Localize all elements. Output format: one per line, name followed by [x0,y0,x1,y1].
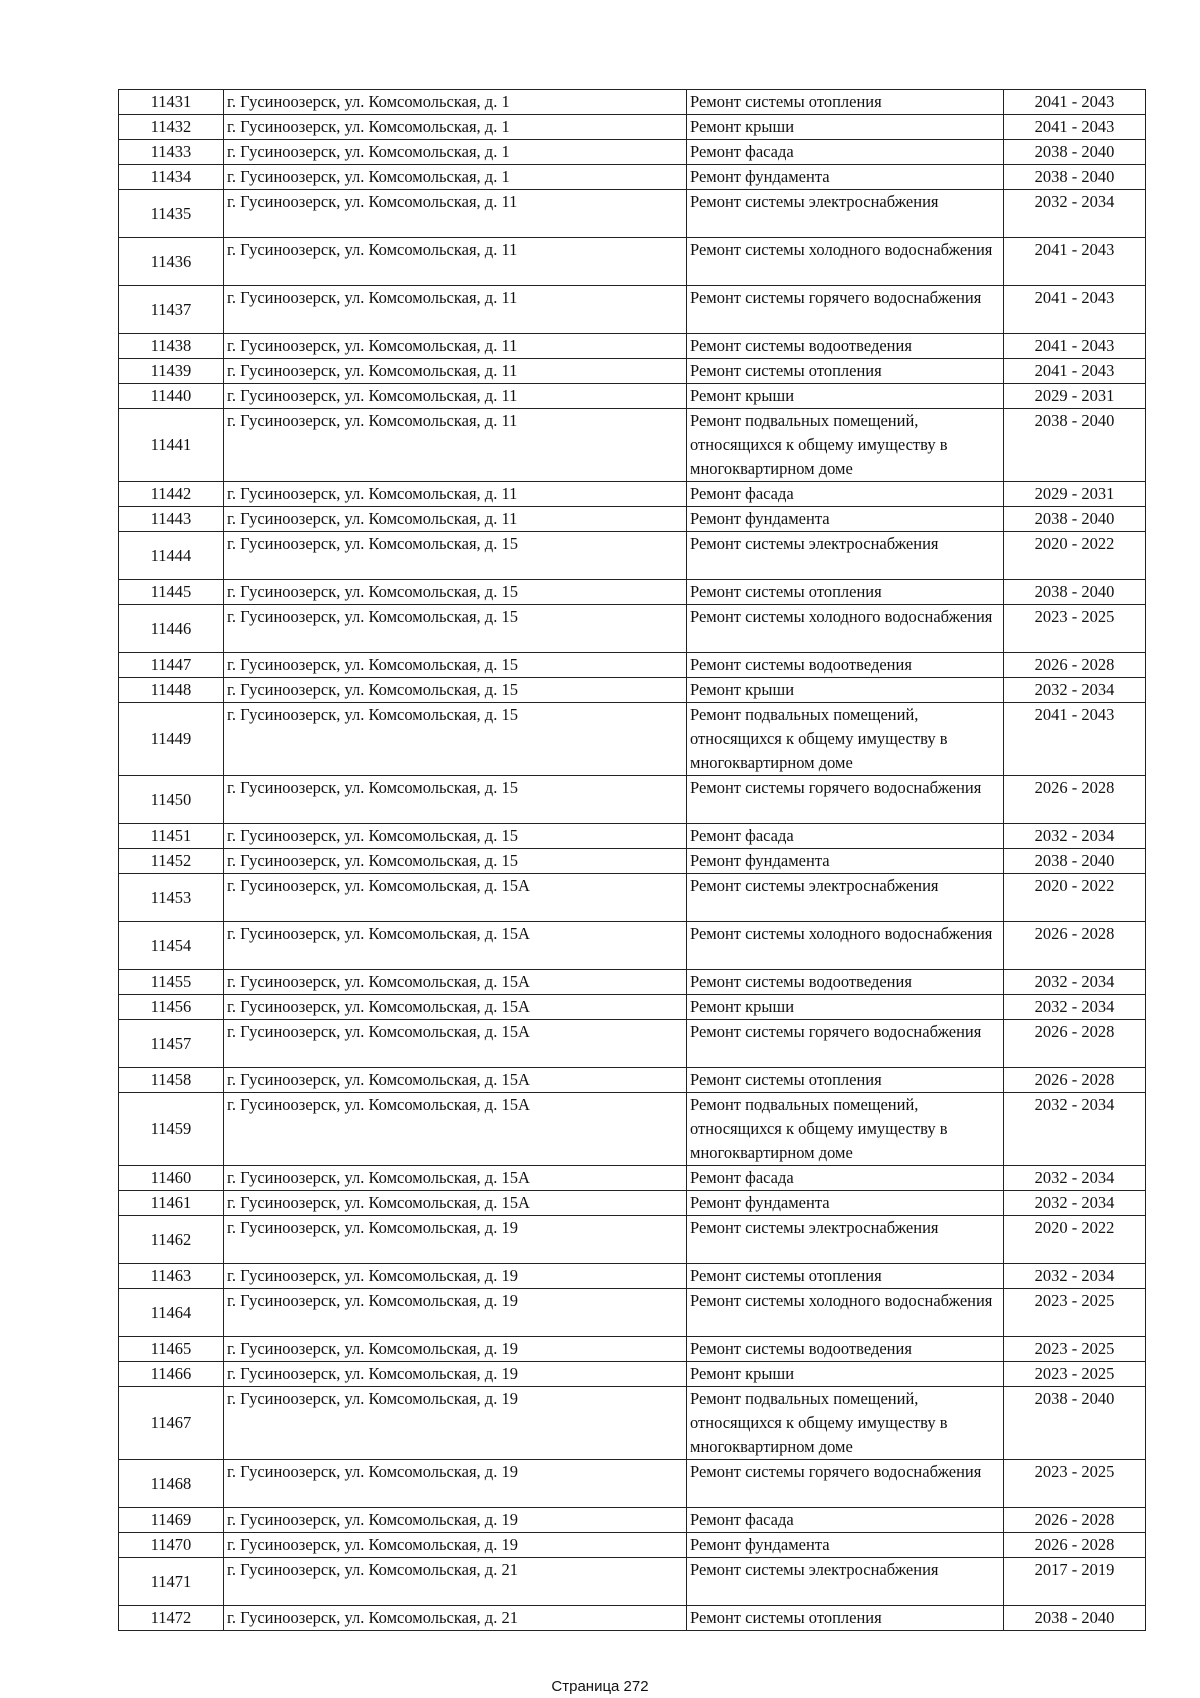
work-type-cell: Ремонт системы горячего водоснабжения [687,776,1004,824]
period-cell: 2032 - 2034 [1004,190,1146,238]
row-number-cell: 11434 [119,165,224,190]
period-cell: 2041 - 2043 [1004,115,1146,140]
table-row [119,1533,1146,1558]
row-number-cell: 11448 [119,678,224,703]
address-cell: г. Гусиноозерск, ул. Комсомольская, д. 15А [224,1166,687,1191]
address-cell: г. Гусиноозерск, ул. Комсомольская, д. 15А [224,995,687,1020]
work-type-cell: Ремонт системы электроснабжения [687,532,1004,580]
address-cell: г. Гусиноозерск, ул. Комсомольская, д. 11 [224,409,687,482]
row-number-cell: 11470 [119,1533,224,1558]
work-type-cell: Ремонт системы водоотведения [687,334,1004,359]
row-number-cell: 11467 [119,1387,224,1460]
table-row [119,359,1146,384]
address-cell: г. Гусиноозерск, ул. Комсомольская, д. 1 [224,140,687,165]
work-type-cell: Ремонт системы электроснабжения [687,1216,1004,1264]
row-number-cell: 11461 [119,1191,224,1216]
period-cell: 2038 - 2040 [1004,1606,1146,1631]
table-row [119,922,1146,970]
period-cell: 2041 - 2043 [1004,359,1146,384]
work-type-cell: Ремонт подвальных помещений, относящихся к общему имуществу в многоквартирном доме [687,409,1004,482]
page-number: Страница 272 [551,1678,649,1695]
address-cell: г. Гусиноозерск, ул. Комсомольская, д. 11 [224,359,687,384]
row-number-cell: 11443 [119,507,224,532]
table-row [119,286,1146,334]
period-cell: 2038 - 2040 [1004,1387,1146,1460]
table-row [119,140,1146,165]
work-type-cell: Ремонт подвальных помещений, относящихся к общему имуществу в многоквартирном доме [687,1093,1004,1166]
address-cell: г. Гусиноозерск, ул. Комсомольская, д. 15 [224,703,687,776]
row-number-cell: 11451 [119,824,224,849]
address-cell: г. Гусиноозерск, ул. Комсомольская, д. 19 [224,1387,687,1460]
period-cell: 2041 - 2043 [1004,238,1146,286]
table-row [119,1337,1146,1362]
period-cell: 2023 - 2025 [1004,605,1146,653]
period-cell: 2032 - 2034 [1004,1166,1146,1191]
table-row [119,1191,1146,1216]
period-cell: 2032 - 2034 [1004,995,1146,1020]
table-row [119,874,1146,922]
table-row [119,605,1146,653]
row-number-cell: 11466 [119,1362,224,1387]
work-type-cell: Ремонт фасада [687,1166,1004,1191]
work-type-cell: Ремонт системы холодного водоснабжения [687,605,1004,653]
work-type-cell: Ремонт системы холодного водоснабжения [687,922,1004,970]
work-type-cell: Ремонт системы отопления [687,1606,1004,1631]
table-row [119,90,1146,115]
work-type-cell: Ремонт фундамента [687,1191,1004,1216]
period-cell: 2023 - 2025 [1004,1362,1146,1387]
table-row [119,1166,1146,1191]
address-cell: г. Гусиноозерск, ул. Комсомольская, д. 15 [224,849,687,874]
address-cell: г. Гусиноозерск, ул. Комсомольская, д. 1 [224,165,687,190]
table-row [119,507,1146,532]
address-cell: г. Гусиноозерск, ул. Комсомольская, д. 15А [224,1191,687,1216]
work-type-cell: Ремонт крыши [687,115,1004,140]
work-type-cell: Ремонт системы отопления [687,359,1004,384]
table-row [119,776,1146,824]
work-type-cell: Ремонт системы водоотведения [687,653,1004,678]
work-type-cell: Ремонт фундамента [687,849,1004,874]
row-number-cell: 11460 [119,1166,224,1191]
period-cell: 2038 - 2040 [1004,849,1146,874]
address-cell: г. Гусиноозерск, ул. Комсомольская, д. 11 [224,384,687,409]
work-type-cell: Ремонт системы отопления [687,90,1004,115]
row-number-cell: 11463 [119,1264,224,1289]
row-number-cell: 11469 [119,1508,224,1533]
work-type-cell: Ремонт системы отопления [687,580,1004,605]
work-type-cell: Ремонт фундамента [687,507,1004,532]
address-cell: г. Гусиноозерск, ул. Комсомольская, д. 15А [224,922,687,970]
period-cell: 2017 - 2019 [1004,1558,1146,1606]
table-row [119,190,1146,238]
period-cell: 2038 - 2040 [1004,140,1146,165]
address-cell: г. Гусиноозерск, ул. Комсомольская, д. 11 [224,190,687,238]
row-number-cell: 11465 [119,1337,224,1362]
table-row [119,1264,1146,1289]
row-number-cell: 11450 [119,776,224,824]
table-row [119,334,1146,359]
row-number-cell: 11462 [119,1216,224,1264]
table-row [119,409,1146,482]
row-number-cell: 11441 [119,409,224,482]
address-cell: г. Гусиноозерск, ул. Комсомольская, д. 15 [224,824,687,849]
period-cell: 2032 - 2034 [1004,678,1146,703]
work-type-cell: Ремонт системы водоотведения [687,1337,1004,1362]
table-row [119,1387,1146,1460]
address-cell: г. Гусиноозерск, ул. Комсомольская, д. 19 [224,1508,687,1533]
work-type-cell: Ремонт системы электроснабжения [687,874,1004,922]
work-type-cell: Ремонт системы горячего водоснабжения [687,1020,1004,1068]
work-type-cell: Ремонт фасада [687,482,1004,507]
table-row [119,115,1146,140]
period-cell: 2032 - 2034 [1004,824,1146,849]
address-cell: г. Гусиноозерск, ул. Комсомольская, д. 15 [224,776,687,824]
work-type-cell: Ремонт крыши [687,1362,1004,1387]
period-cell: 2029 - 2031 [1004,482,1146,507]
table-row [119,1020,1146,1068]
period-cell: 2026 - 2028 [1004,653,1146,678]
row-number-cell: 11442 [119,482,224,507]
address-cell: г. Гусиноозерск, ул. Комсомольская, д. 15 [224,580,687,605]
address-cell: г. Гусиноозерск, ул. Комсомольская, д. 21 [224,1558,687,1606]
row-number-cell: 11452 [119,849,224,874]
table-row [119,238,1146,286]
table-row [119,703,1146,776]
work-type-cell: Ремонт крыши [687,384,1004,409]
table-row [119,678,1146,703]
work-type-cell: Ремонт крыши [687,995,1004,1020]
period-cell: 2020 - 2022 [1004,874,1146,922]
period-cell: 2020 - 2022 [1004,1216,1146,1264]
period-cell: 2041 - 2043 [1004,703,1146,776]
address-cell: г. Гусиноозерск, ул. Комсомольская, д. 15А [224,970,687,995]
table-row [119,1289,1146,1337]
work-type-cell: Ремонт фасада [687,1508,1004,1533]
period-cell: 2032 - 2034 [1004,970,1146,995]
address-cell: г. Гусиноозерск, ул. Комсомольская, д. 15 [224,653,687,678]
table-row [119,532,1146,580]
table-row [119,165,1146,190]
row-number-cell: 11456 [119,995,224,1020]
address-cell: г. Гусиноозерск, ул. Комсомольская, д. 19 [224,1264,687,1289]
address-cell: г. Гусиноозерск, ул. Комсомольская, д. 15 [224,532,687,580]
work-type-cell: Ремонт подвальных помещений, относящихся к общему имуществу в многоквартирном доме [687,703,1004,776]
period-cell: 2026 - 2028 [1004,1508,1146,1533]
work-type-cell: Ремонт системы горячего водоснабжения [687,286,1004,334]
row-number-cell: 11459 [119,1093,224,1166]
period-cell: 2032 - 2034 [1004,1191,1146,1216]
row-number-cell: 11439 [119,359,224,384]
address-cell: г. Гусиноозерск, ул. Комсомольская, д. 11 [224,334,687,359]
row-number-cell: 11445 [119,580,224,605]
period-cell: 2032 - 2034 [1004,1264,1146,1289]
table-row [119,970,1146,995]
period-cell: 2023 - 2025 [1004,1460,1146,1508]
address-cell: г. Гусиноозерск, ул. Комсомольская, д. 15 [224,678,687,703]
row-number-cell: 11449 [119,703,224,776]
period-cell: 2038 - 2040 [1004,507,1146,532]
table-row [119,1216,1146,1264]
row-number-cell: 11444 [119,532,224,580]
period-cell: 2032 - 2034 [1004,1093,1146,1166]
row-number-cell: 11446 [119,605,224,653]
address-cell: г. Гусиноозерск, ул. Комсомольская, д. 19 [224,1362,687,1387]
table-row [119,995,1146,1020]
row-number-cell: 11440 [119,384,224,409]
period-cell: 2020 - 2022 [1004,532,1146,580]
address-cell: г. Гусиноозерск, ул. Комсомольская, д. 15 [224,605,687,653]
work-type-cell: Ремонт крыши [687,678,1004,703]
address-cell: г. Гусиноозерск, ул. Комсомольская, д. 11 [224,286,687,334]
address-cell: г. Гусиноозерск, ул. Комсомольская, д. 19 [224,1533,687,1558]
work-type-cell: Ремонт фундамента [687,1533,1004,1558]
address-cell: г. Гусиноозерск, ул. Комсомольская, д. 19 [224,1216,687,1264]
table-row [119,1362,1146,1387]
work-type-cell: Ремонт системы горячего водоснабжения [687,1460,1004,1508]
address-cell: г. Гусиноозерск, ул. Комсомольская, д. 15А [224,1068,687,1093]
table-row [119,1093,1146,1166]
row-number-cell: 11471 [119,1558,224,1606]
row-number-cell: 11436 [119,238,224,286]
work-type-cell: Ремонт системы отопления [687,1068,1004,1093]
address-cell: г. Гусиноозерск, ул. Комсомольская, д. 11 [224,507,687,532]
table-row [119,1068,1146,1093]
row-number-cell: 11432 [119,115,224,140]
table-row [119,824,1146,849]
address-cell: г. Гусиноозерск, ул. Комсомольская, д. 21 [224,1606,687,1631]
period-cell: 2041 - 2043 [1004,90,1146,115]
period-cell: 2038 - 2040 [1004,580,1146,605]
document-page [118,89,1145,1631]
work-type-cell: Ремонт системы водоотведения [687,970,1004,995]
work-type-cell: Ремонт системы отопления [687,1264,1004,1289]
row-number-cell: 11438 [119,334,224,359]
work-type-cell: Ремонт системы электроснабжения [687,1558,1004,1606]
row-number-cell: 11453 [119,874,224,922]
period-cell: 2026 - 2028 [1004,1068,1146,1093]
address-cell: г. Гусиноозерск, ул. Комсомольская, д. 15А [224,1093,687,1166]
work-type-cell: Ремонт системы электроснабжения [687,190,1004,238]
row-number-cell: 11457 [119,1020,224,1068]
address-cell: г. Гусиноозерск, ул. Комсомольская, д. 19 [224,1337,687,1362]
table-row [119,849,1146,874]
period-cell: 2038 - 2040 [1004,409,1146,482]
work-type-cell: Ремонт системы холодного водоснабжения [687,238,1004,286]
row-number-cell: 11447 [119,653,224,678]
period-cell: 2041 - 2043 [1004,334,1146,359]
work-type-cell: Ремонт фундамента [687,165,1004,190]
address-cell: г. Гусиноозерск, ул. Комсомольская, д. 1 [224,90,687,115]
period-cell: 2026 - 2028 [1004,1533,1146,1558]
repair-schedule-table [118,89,1146,1631]
address-cell: г. Гусиноозерск, ул. Комсомольская, д. 19 [224,1289,687,1337]
period-cell: 2038 - 2040 [1004,165,1146,190]
table-row [119,384,1146,409]
row-number-cell: 11468 [119,1460,224,1508]
address-cell: г. Гусиноозерск, ул. Комсомольская, д. 19 [224,1460,687,1508]
table-row [119,482,1146,507]
row-number-cell: 11472 [119,1606,224,1631]
table-row [119,1558,1146,1606]
table-row [119,1460,1146,1508]
work-type-cell: Ремонт фасада [687,824,1004,849]
address-cell: г. Гусиноозерск, ул. Комсомольская, д. 1 [224,115,687,140]
address-cell: г. Гусиноозерск, ул. Комсомольская, д. 11 [224,238,687,286]
work-type-cell: Ремонт системы холодного водоснабжения [687,1289,1004,1337]
row-number-cell: 11458 [119,1068,224,1093]
table-row [119,1508,1146,1533]
period-cell: 2023 - 2025 [1004,1289,1146,1337]
period-cell: 2041 - 2043 [1004,286,1146,334]
period-cell: 2026 - 2028 [1004,1020,1146,1068]
address-cell: г. Гусиноозерск, ул. Комсомольская, д. 15А [224,1020,687,1068]
row-number-cell: 11431 [119,90,224,115]
table-row [119,580,1146,605]
work-type-cell: Ремонт подвальных помещений, относящихся к общему имуществу в многоквартирном доме [687,1387,1004,1460]
row-number-cell: 11433 [119,140,224,165]
period-cell: 2026 - 2028 [1004,922,1146,970]
period-cell: 2023 - 2025 [1004,1337,1146,1362]
address-cell: г. Гусиноозерск, ул. Комсомольская, д. 11 [224,482,687,507]
row-number-cell: 11455 [119,970,224,995]
table-row [119,1606,1146,1631]
work-type-cell: Ремонт фасада [687,140,1004,165]
row-number-cell: 11464 [119,1289,224,1337]
table-row [119,653,1146,678]
row-number-cell: 11435 [119,190,224,238]
address-cell: г. Гусиноозерск, ул. Комсомольская, д. 15А [224,874,687,922]
period-cell: 2029 - 2031 [1004,384,1146,409]
table-body [119,90,1146,1631]
row-number-cell: 11437 [119,286,224,334]
row-number-cell: 11454 [119,922,224,970]
period-cell: 2026 - 2028 [1004,776,1146,824]
